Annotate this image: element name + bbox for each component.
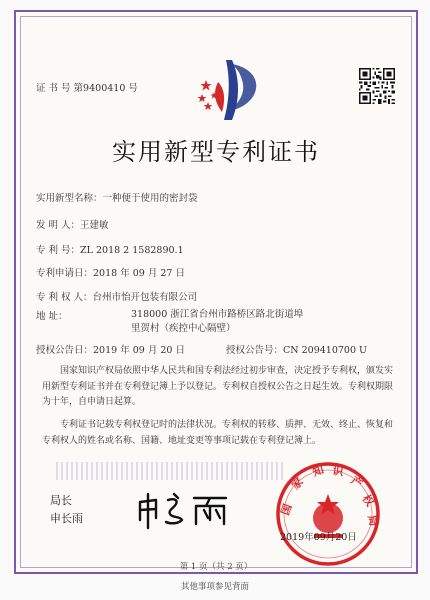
field-address-value: 318000 浙江省台州市路桥区路北街道埠里贺村（疾控中心隔壁） — [131, 309, 304, 334]
certificate-title: 实用新型专利证书 — [112, 138, 320, 166]
field-label: 地 址： — [36, 311, 68, 322]
svg-text:国: 国 — [278, 502, 295, 518]
field-value: 一种便于使用的密封袋 — [102, 193, 198, 204]
svg-text:权: 权 — [359, 492, 377, 509]
field-filing-date — [36, 265, 185, 279]
field-address — [36, 308, 68, 322]
field-inventor — [36, 217, 109, 231]
seal-date: 2019年09月20日 — [280, 532, 357, 543]
field-patent-number — [36, 242, 184, 256]
field-label: 专 利 号： — [36, 245, 81, 256]
field-label: 实用新型名称： — [36, 193, 103, 204]
signature-name: 申长雨 — [50, 512, 83, 525]
field-publication-number — [226, 342, 367, 356]
statement-paragraph-2: 专利证书记载专利权登记时的法律状况。专利权的转移、质押、无效、终止、恢复和专利权人的姓名或名称、国籍、地址变更等事项记载在专利登记簿上。 — [42, 420, 394, 446]
footer-note: 其他事项参见背面 — [180, 582, 249, 592]
security-pattern — [56, 462, 286, 480]
cnipa-logo — [196, 54, 266, 128]
field-value: 王建敏 — [80, 220, 109, 231]
certificate-frame — [14, 10, 418, 574]
field-patentee — [36, 289, 197, 303]
field-value: 2018 年 09 月 27 日 — [93, 268, 185, 279]
statement-paragraph-1: 国家知识产权局依照中华人民共和国专利法经过初步审查，决定授予专利权，颁发实用新型专利证书并在专利登记簿上予以登记。专利权自授权公告之日起生效。专利权期限为十年，自申请日起算。 — [42, 366, 394, 407]
page-number: 第 1 页（共 2 页） — [179, 562, 253, 572]
field-label: 授权公告号： — [226, 345, 284, 356]
official-seal — [274, 460, 382, 568]
field-value: 台州市怡开包装有限公司 — [92, 292, 198, 303]
svg-text:知: 知 — [310, 463, 326, 479]
field-value: 2019 年 09 月 20 日 — [93, 345, 185, 356]
certificate-number: 证 书 号 第9400410 号 — [36, 83, 138, 94]
svg-text:局: 局 — [365, 513, 381, 528]
field-label: 授权公告日： — [36, 345, 94, 356]
field-value: ZL 2018 2 1582890.1 — [80, 245, 184, 256]
field-label: 专利申请日： — [36, 268, 94, 279]
field-value: CN 209410700 U — [283, 345, 368, 356]
handwritten-signature — [134, 490, 254, 530]
field-label: 发 明 人： — [36, 220, 81, 231]
field-label: 专 利 权 人： — [36, 292, 93, 303]
svg-text:产: 产 — [348, 473, 365, 491]
svg-text:家: 家 — [288, 475, 306, 493]
signature-title: 局长 — [50, 494, 72, 507]
field-grant-date — [36, 342, 185, 356]
svg-text:识: 识 — [331, 464, 345, 479]
qr-code — [359, 68, 395, 104]
field-utility-model-name — [36, 190, 198, 204]
